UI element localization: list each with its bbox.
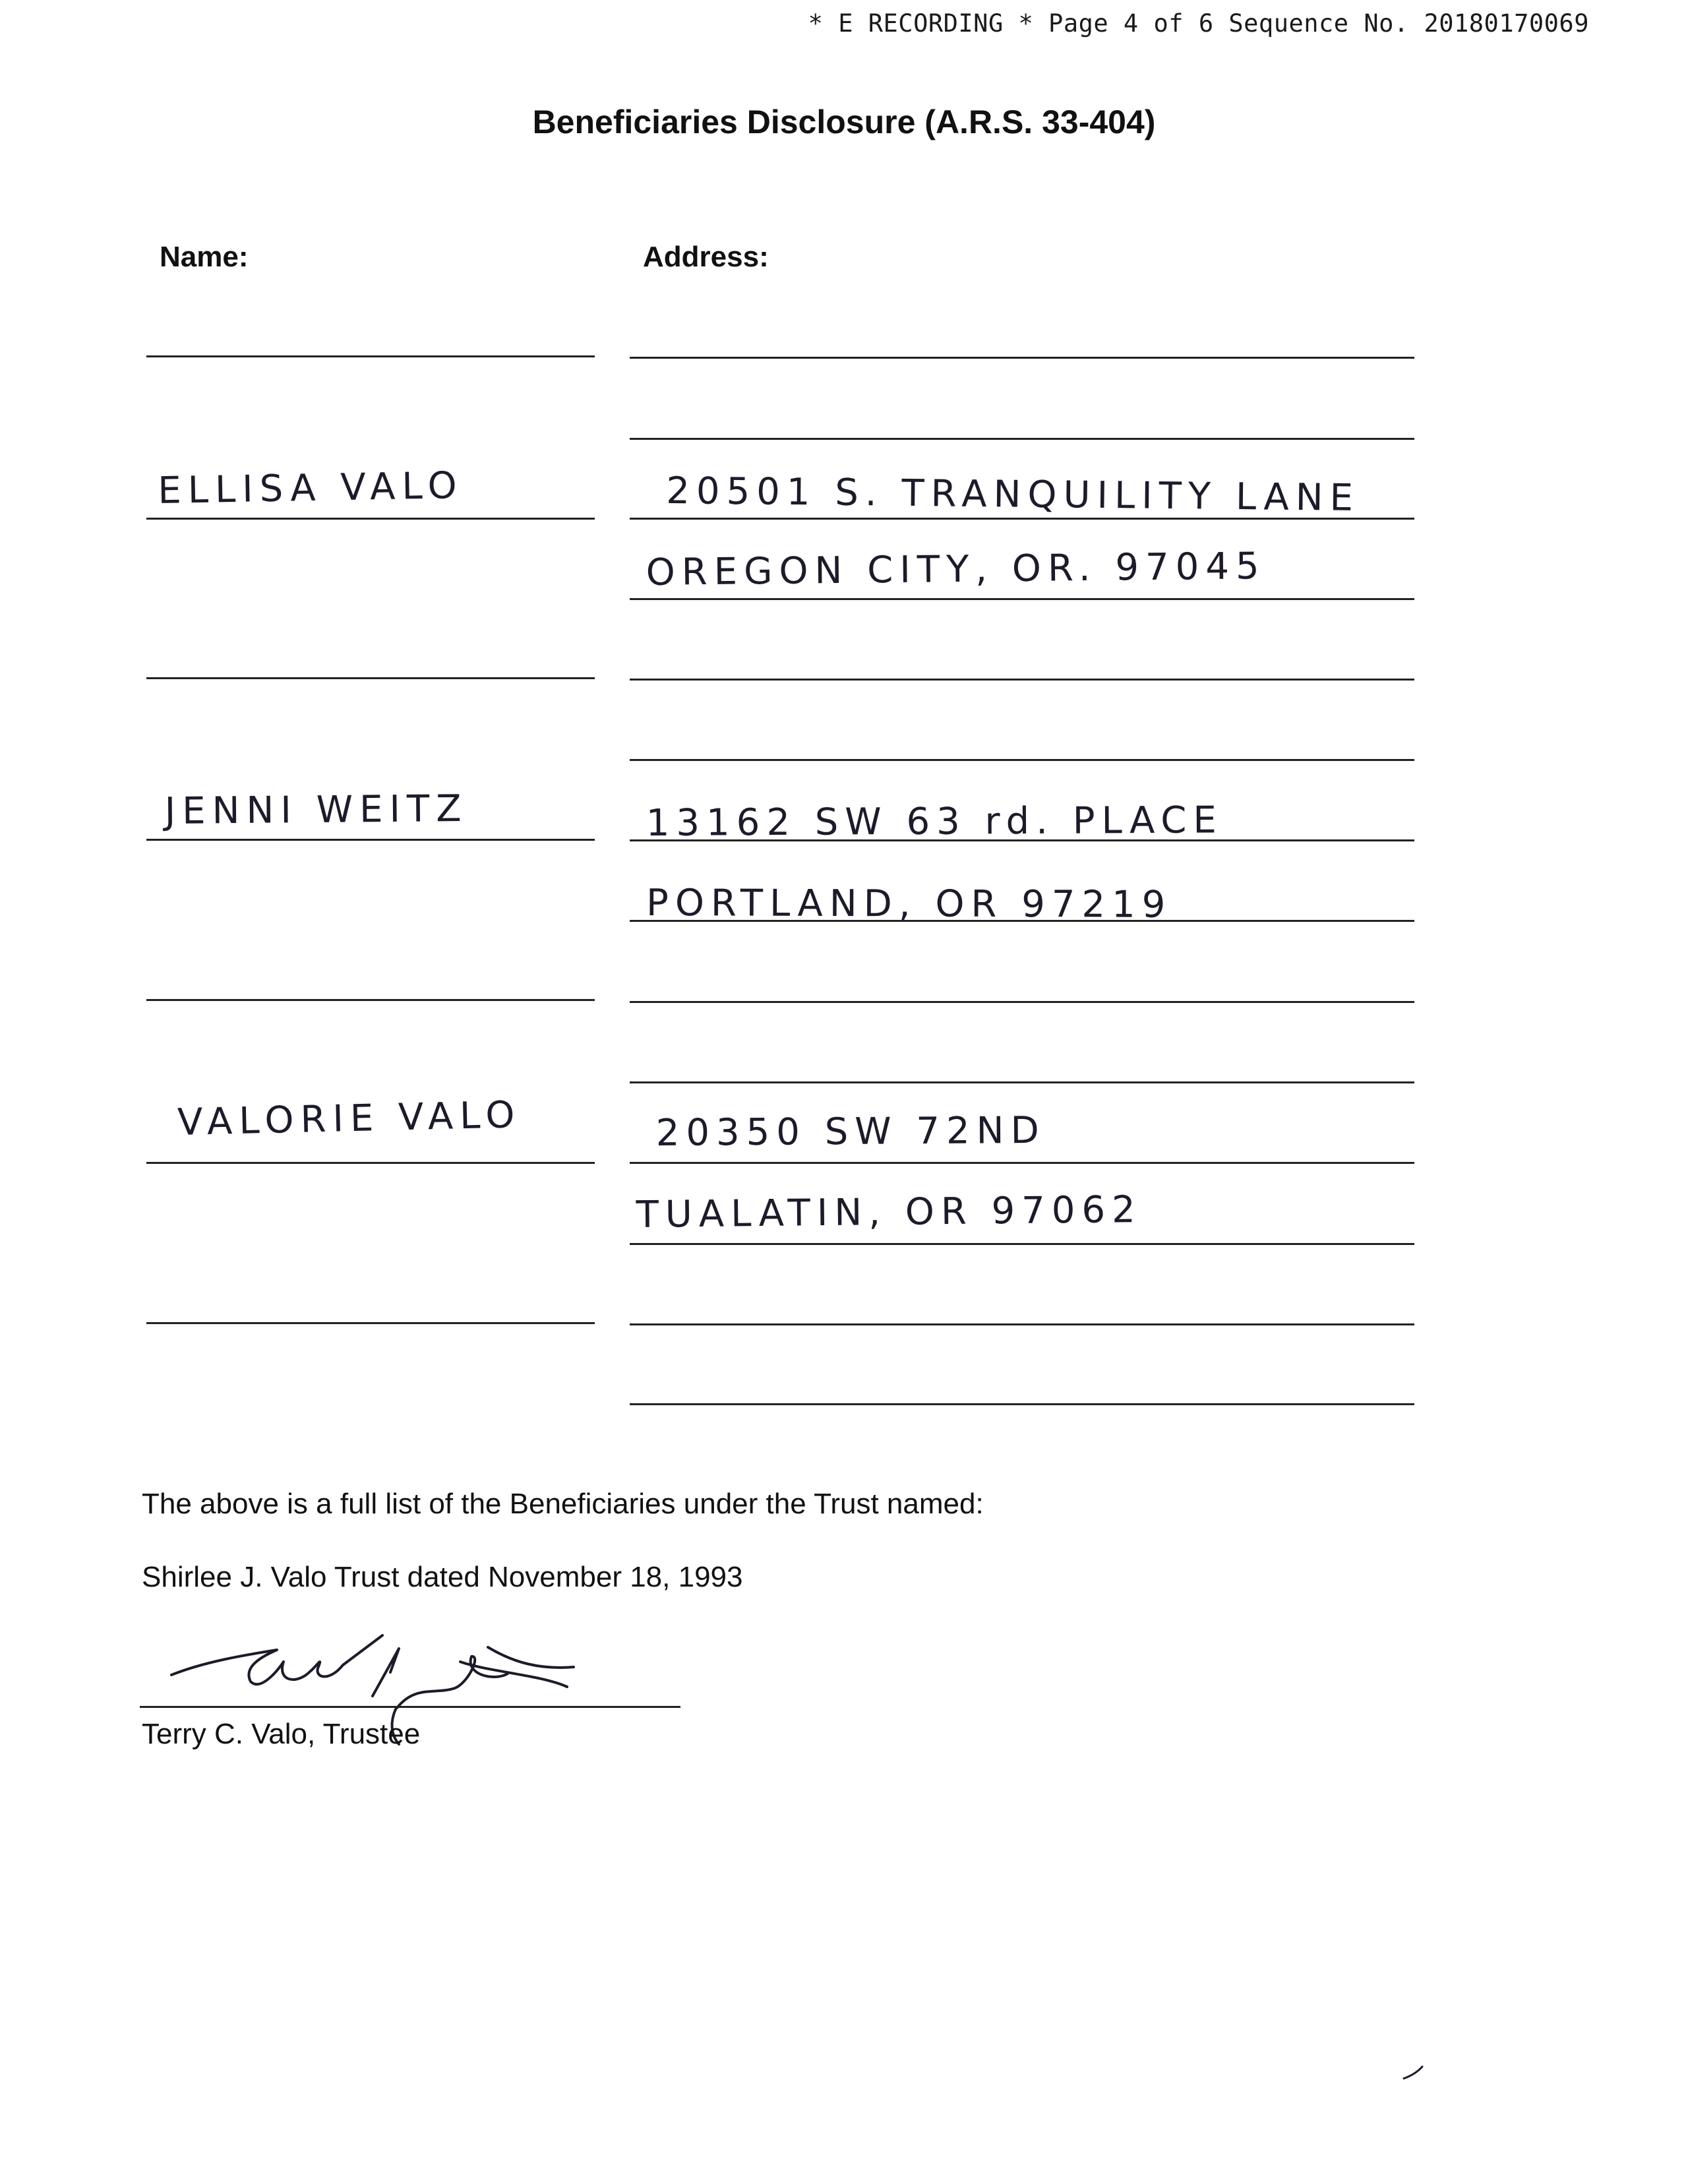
- beneficiary-address-line2: PORTLAND, OR 97219: [646, 882, 1172, 926]
- address-line: [630, 598, 1414, 600]
- beneficiary-address-line2: OREGON CITY, OR. 97045: [646, 545, 1266, 594]
- name-column-label: Name:: [160, 241, 249, 273]
- address-column-label: Address:: [643, 241, 769, 273]
- address-line: [630, 679, 1414, 681]
- beneficiary-name: JENNI WEITZ: [164, 787, 468, 833]
- address-line: [630, 759, 1414, 761]
- name-line: [146, 1162, 595, 1164]
- trust-name: Shirlee J. Valo Trust dated November 18, 1993: [142, 1561, 743, 1593]
- beneficiary-address-line2: TUALATIN, OR 97062: [636, 1188, 1143, 1236]
- beneficiary-name: ELLISA VALO: [157, 464, 464, 512]
- signer-name: Terry C. Valo, Trustee: [142, 1718, 421, 1750]
- address-line: [630, 1081, 1414, 1083]
- address-line: [630, 1323, 1414, 1325]
- name-line: [146, 677, 595, 679]
- beneficiary-name: VALORIE VALO: [177, 1093, 522, 1144]
- address-line: [630, 1243, 1414, 1245]
- beneficiary-address-line1: 13162 SW 63 rd. PLACE: [646, 799, 1223, 845]
- document-title: Beneficiaries Disclosure (A.R.S. 33-404): [532, 104, 1156, 140]
- beneficiary-statement: The above is a full list of the Beneficiaries under the Trust named:: [142, 1488, 984, 1520]
- beneficiary-address-line1: 20350 SW 72ND: [655, 1108, 1046, 1155]
- address-line: [630, 357, 1414, 359]
- name-line: [146, 518, 595, 520]
- name-line: [146, 839, 595, 841]
- recording-stamp: * E RECORDING * Page 4 of 6 Sequence No. 20180170069: [808, 9, 1589, 38]
- corner-mark-icon: [1401, 2064, 1428, 2084]
- address-line: [630, 1162, 1414, 1164]
- address-line: [630, 438, 1414, 440]
- name-line: [146, 999, 595, 1001]
- name-line: [146, 355, 595, 357]
- address-line: [630, 1403, 1414, 1405]
- handwritten-signature-icon: [145, 1609, 607, 1794]
- signature-line: [140, 1706, 680, 1708]
- name-line: [146, 1322, 595, 1324]
- address-line: [630, 1001, 1414, 1003]
- beneficiary-address-line1: 20501 S. TRANQUILITY LANE: [666, 470, 1360, 520]
